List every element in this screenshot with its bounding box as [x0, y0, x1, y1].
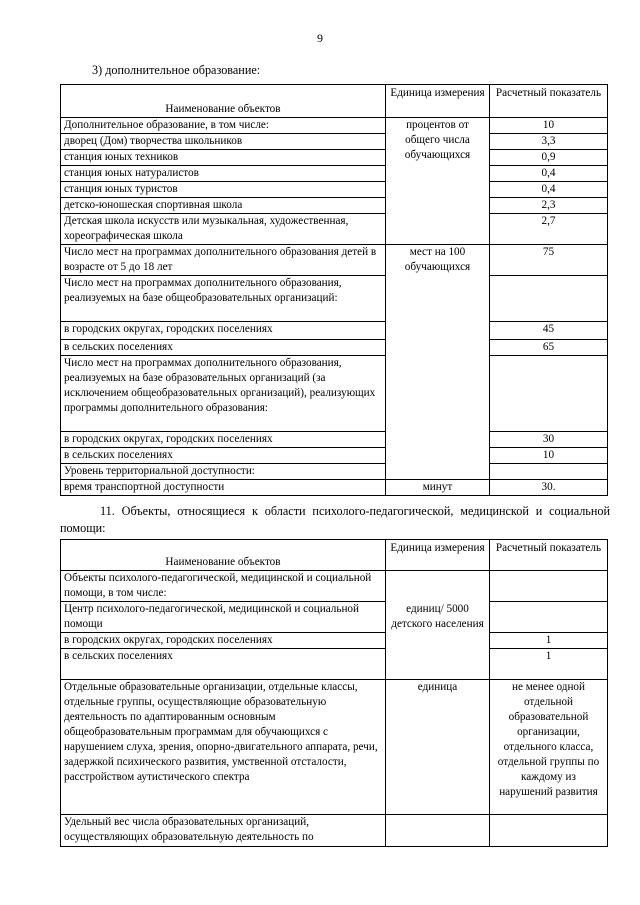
row-name: станция юных техников — [61, 150, 386, 166]
additional-education-table — [60, 84, 608, 496]
row-value: 0,4 — [490, 166, 608, 182]
row-name: в городских округах, городских поселениях — [61, 432, 386, 448]
row-name: в сельских поселениях — [61, 340, 386, 356]
spacer-cell — [61, 664, 386, 679]
table-row — [61, 276, 608, 322]
header-value: Расчетный показатель — [490, 540, 608, 571]
table-row — [61, 480, 608, 496]
unit-empty — [386, 814, 490, 846]
header-name: Наименование объектов — [61, 540, 386, 571]
unit-single: единица — [386, 679, 490, 814]
table-row — [61, 118, 608, 134]
table-header — [61, 85, 608, 118]
row-value — [490, 464, 608, 480]
row-name: детско-юношеская спортивная школа — [61, 198, 386, 214]
row-value: 30 — [490, 432, 608, 448]
table-row — [61, 633, 608, 649]
row-value — [490, 276, 608, 322]
table-row — [61, 245, 608, 276]
table-row — [61, 214, 608, 245]
header-unit: Единица измерения — [386, 85, 490, 118]
unit-minutes: минут — [386, 480, 490, 496]
psychological-help-table — [60, 539, 608, 847]
table-row — [61, 134, 608, 150]
table-row — [61, 432, 608, 448]
table-header — [61, 540, 608, 571]
section-3-heading: 3) дополнительное образование: — [92, 63, 261, 77]
header-unit: Единица измерения — [386, 540, 490, 571]
row-name: Дополнительное образование, в том числе: — [61, 118, 386, 134]
row-name: Объекты психолого-педагогической, медицинской и социальной помощи, в том числе: — [61, 571, 386, 602]
row-name: Отдельные образовательные организации, отдельные классы, отдельные группы, осуществляющие образовательную деятельность по адаптированным основным общеобразовательным программам для обучающихся с нарушением слуха, зрения, опорно-двигательного аппарата, речи, задержкой психического развития, умственной отсталости, расстройством аутистического спектра — [61, 679, 386, 814]
table-row — [61, 356, 608, 432]
row-value — [490, 571, 608, 602]
row-name: Уровень территориальной доступности: — [61, 464, 386, 480]
row-value: не менее одной отдельной образовательной организации, отдельного класса, отдельной группы по каждому из нарушений развития — [490, 679, 608, 814]
page-number: 9 — [317, 31, 323, 45]
row-name: Число мест на программах дополнительного образования детей в возрасте от 5 до 18 лет — [61, 245, 386, 276]
row-value: 65 — [490, 340, 608, 356]
row-name: время транспортной доступности — [61, 480, 386, 496]
row-value: 2,3 — [490, 198, 608, 214]
table-row — [61, 198, 608, 214]
row-name: станция юных туристов — [61, 182, 386, 198]
table-row — [61, 649, 608, 665]
unit-places: мест на 100 обучающихся — [386, 245, 490, 464]
spacer-cell — [490, 664, 608, 679]
row-value: 1 — [490, 649, 608, 665]
row-name: в сельских поселениях — [61, 649, 386, 665]
row-value: 0,9 — [490, 150, 608, 166]
row-name: станция юных натуралистов — [61, 166, 386, 182]
row-value: 10 — [490, 118, 608, 134]
row-name: в городских округах, городских поселениях — [61, 322, 386, 340]
table-row — [61, 448, 608, 464]
unit-empty — [386, 464, 490, 480]
row-value — [490, 602, 608, 633]
row-name: Центр психолого-педагогической, медицинской и социальной помощи — [61, 602, 386, 633]
row-name: дворец (Дом) творчества школьников — [61, 134, 386, 150]
section-11-heading: 11. Объекты, относящиеся к области психолого-педагогической, медицинской и социальной помощи: — [60, 504, 610, 535]
row-name: Удельный вес числа образовательных организаций, осуществляющих образовательную деятельность по — [61, 814, 386, 846]
row-name: Число мест на программах дополнительного образования, реализуемых на базе образовательных организаций (за исключением общеобразовательных организаций), реализующих программы дополнительного образования: — [61, 356, 386, 432]
header-name: Наименование объектов — [61, 85, 386, 118]
row-value: 2,7 — [490, 214, 608, 245]
table-row-spacer — [61, 664, 608, 679]
table-row — [61, 464, 608, 480]
table-row — [61, 571, 608, 602]
unit-percent: процентов от общего числа обучающихся — [386, 118, 490, 245]
row-value: 30. — [490, 480, 608, 496]
table-row — [61, 182, 608, 198]
row-name: в городских округах, городских поселениях — [61, 633, 386, 649]
header-value: Расчетный показатель — [490, 85, 608, 118]
row-name: в сельских поселениях — [61, 448, 386, 464]
row-value: 10 — [490, 448, 608, 464]
row-value: 1 — [490, 633, 608, 649]
table-row — [61, 602, 608, 633]
row-name: Число мест на программах дополнительного образования, реализуемых на базе общеобразовательных организаций: — [61, 276, 386, 322]
row-value: 45 — [490, 322, 608, 340]
table-row — [61, 150, 608, 166]
table-row — [61, 679, 608, 814]
row-value — [490, 356, 608, 432]
unit-children: единиц/ 5000 детского населения — [386, 571, 490, 680]
row-value: 0,4 — [490, 182, 608, 198]
table-row — [61, 814, 608, 846]
row-value — [490, 814, 608, 846]
row-name: Детская школа искусств или музыкальная, художественная, хореографическая школа — [61, 214, 386, 245]
table-row — [61, 166, 608, 182]
row-value: 75 — [490, 245, 608, 276]
table-row — [61, 340, 608, 356]
row-value: 3,3 — [490, 134, 608, 150]
table-row — [61, 322, 608, 340]
